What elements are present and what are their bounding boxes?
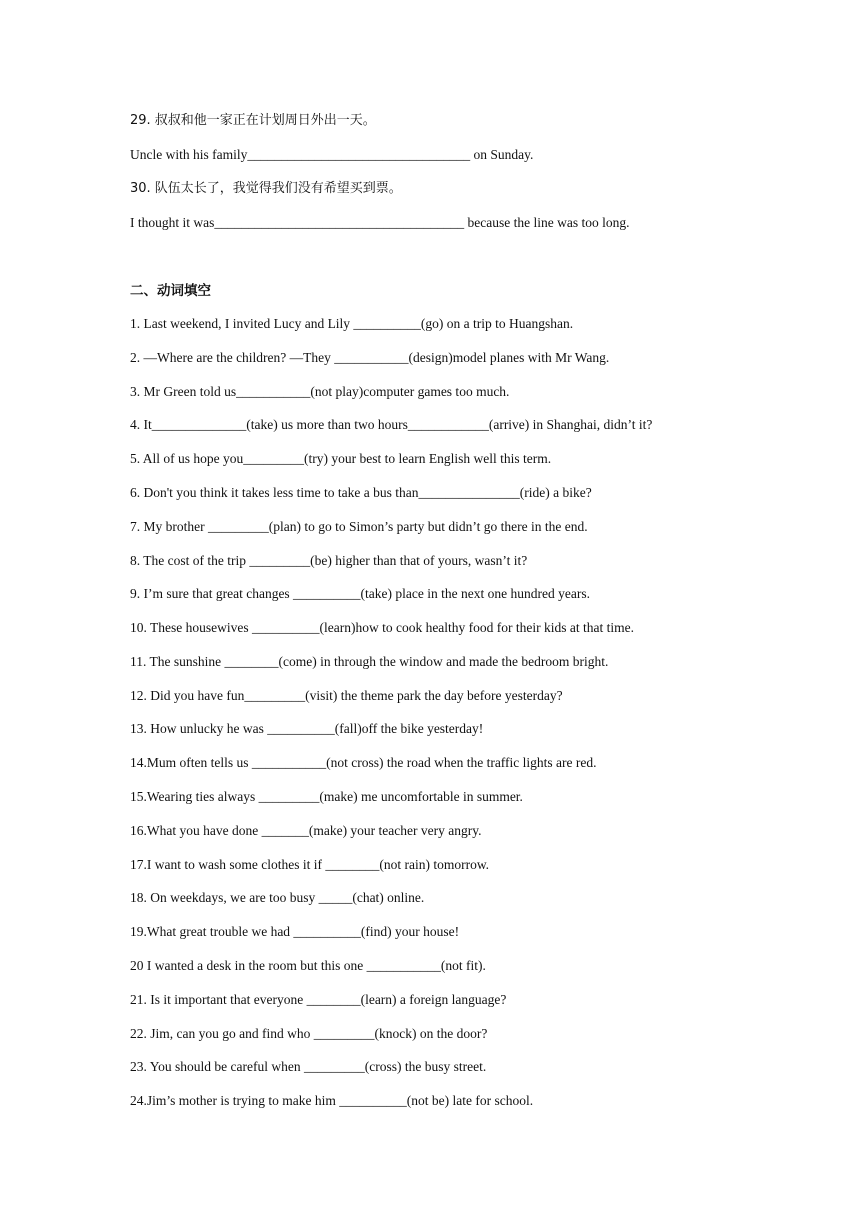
list-item: 13. How unlucky he was __________(fall)off the bike yesterday! bbox=[130, 721, 484, 736]
list-item: 18. On weekdays, we are too busy _____(chat) online. bbox=[130, 890, 425, 905]
list-item: 4. It______________(take) us more than two hours____________(arrive) in Shanghai, didn’t it? bbox=[130, 417, 653, 432]
question-30-english: I thought it was_____________________________________ because the line was too long. bbox=[130, 215, 630, 230]
question-30-chinese: 30. 队伍太长了，我觉得我们没有希望买到票。 bbox=[130, 181, 402, 196]
list-item: 14.Mum often tells us ___________(not cross) the road when the traffic lights are red. bbox=[130, 755, 597, 770]
list-item: 11. The sunshine ________(come) in through the window and made the bedroom bright. bbox=[130, 654, 609, 669]
list-item: 23. You should be careful when _________(cross) the busy street. bbox=[130, 1059, 487, 1074]
section-title: 二、动词填空 bbox=[130, 283, 211, 299]
list-item: 22. Jim, can you go and find who _________(knock) on the door? bbox=[130, 1026, 488, 1041]
question-29-chinese: 29. 叔叔和他一家正在计划周日外出一天。 bbox=[130, 113, 376, 128]
list-item: 8. The cost of the trip _________(be) higher than that of yours, wasn’t it? bbox=[130, 553, 528, 568]
list-item: 1. Last weekend, I invited Lucy and Lily __________(go) on a trip to Huangshan. bbox=[130, 316, 574, 331]
question-29-english: Uncle with his family_________________________________ on Sunday. bbox=[130, 147, 534, 162]
list-item: 7. My brother _________(plan) to go to Simon’s party but didn’t go there in the end. bbox=[130, 519, 588, 534]
list-item: 3. Mr Green told us___________(not play)computer games too much. bbox=[130, 384, 510, 399]
list-item: 24.Jim’s mother is trying to make him __________(not be) late for school. bbox=[130, 1093, 534, 1108]
list-item: 10. These housewives __________(learn)how to cook healthy food for their kids at that time. bbox=[130, 620, 635, 635]
list-item: 20 I wanted a desk in the room but this one ___________(not fit). bbox=[130, 958, 486, 973]
list-item: 17.I want to wash some clothes it if ________(not rain) tomorrow. bbox=[130, 857, 490, 872]
list-item: 12. Did you have fun_________(visit) the theme park the day before yesterday? bbox=[130, 688, 563, 703]
list-item: 21. Is it important that everyone ________(learn) a foreign language? bbox=[130, 992, 507, 1007]
list-item: 9. I’m sure that great changes __________(take) place in the next one hundred years. bbox=[130, 586, 590, 601]
list-item: 19.What great trouble we had __________(find) your house! bbox=[130, 924, 460, 939]
list-item: 5. All of us hope you_________(try) your best to learn English well this term. bbox=[130, 451, 552, 466]
list-item: 6. Don't you think it takes less time to take a bus than_______________(ride) a bike? bbox=[130, 485, 592, 500]
list-item: 16.What you have done _______(make) your teacher very angry. bbox=[130, 823, 482, 838]
list-item: 2. —Where are the children? —They ___________(design)model planes with Mr Wang. bbox=[130, 350, 610, 365]
list-item: 15.Wearing ties always _________(make) me uncomfortable in summer. bbox=[130, 789, 523, 804]
